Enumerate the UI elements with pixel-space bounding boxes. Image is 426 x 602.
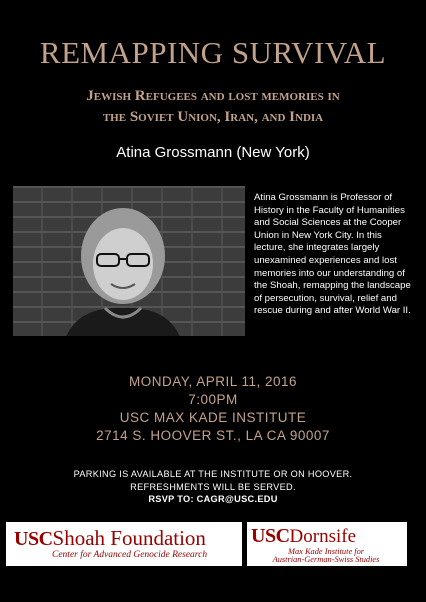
event-address: 2714 S. HOOVER ST., LA CA 90007 (96, 428, 330, 443)
speaker-bio: Atina Grossmann is Professor of History in the Faculty of Humanities and Social Sciences at the Cooper Union in New York City. In this lecture, she integrates largely unexamined experiences and lost memories into our understanding of the Shoah, remapping the landscape of persecution, survival, relief and rescue during and after World War II. (254, 192, 411, 317)
usc-shoah-foundation-logo (6, 522, 242, 566)
logo-dornsife-sub-1: Max Kade Institute for (287, 547, 365, 556)
rsvp-note: RSVP TO: CAGR@USC.EDU (148, 494, 278, 504)
event-time: 7:00PM (188, 392, 238, 407)
subtitle-line-2: the Soviet Union, Iran, and India (102, 109, 324, 125)
logo-shoah-name: Shoah Foundation (52, 526, 206, 550)
logo-dornsife-sub-2: Austrian-German-Swiss Studies (272, 555, 380, 564)
event-details (0, 373, 426, 445)
logo-usc-text: USC (251, 525, 290, 547)
logo-usc-text: USC (14, 528, 53, 550)
parking-note: PARKING IS AVAILABLE AT THE INSTITUTE OR ON HOOVER. (73, 469, 353, 479)
event-venue: USC MAX KADE INSTITUTE (119, 410, 307, 425)
speaker-photo (13, 186, 245, 336)
event-date: MONDAY, APRIL 11, 2016 (128, 374, 298, 389)
speaker-name: Atina Grossmann (New York) (116, 144, 310, 161)
refreshments-note: REFRESHMENTS WILL BE SERVED. (130, 481, 296, 492)
portrait-figure (53, 196, 193, 336)
usc-dornsife-logo (247, 522, 407, 566)
logo-shoah-sub: Center for Advanced Genocide Research (52, 550, 208, 560)
event-title: REMAPPING SURVIVAL (39, 35, 387, 70)
subtitle-line-1: Jewish Refugees and lost memories in (86, 88, 340, 104)
event-notes (0, 468, 426, 506)
logo-dornsife-name: Dornsife (289, 526, 356, 547)
event-subtitle (30, 86, 396, 128)
